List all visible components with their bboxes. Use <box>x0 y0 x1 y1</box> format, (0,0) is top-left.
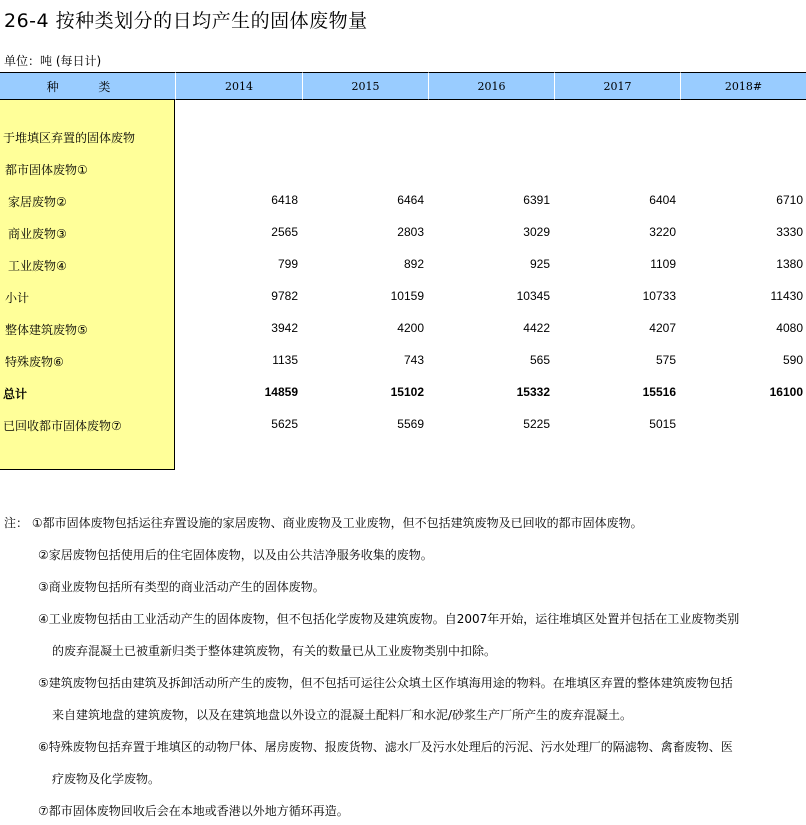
footnote-7: ⑦都市固体废物回收后会在本地或香港以外地方循环再造。 <box>38 804 349 818</box>
row-label: 特殊废物⑥ <box>5 355 64 369</box>
table-cell: 565 <box>529 353 550 367</box>
footnote-4-cont: 的废弃混凝土已被重新归类于整体建筑废物，有关的数量已从工业废物类别中扣除。 <box>52 644 497 658</box>
unit-label: 单位：吨 (每日计) <box>4 54 102 68</box>
footnote-6-cont: 疗废物及化学废物。 <box>52 772 161 786</box>
table-cell: 1135 <box>272 353 298 367</box>
footnote-1: 注： ①都市固体废物包括运往弃置设施的家居废物、商业废物及工业废物，但不包括建筑废物及已回收的都市固体废物。 <box>4 516 643 530</box>
page-title: 26-4 按种类划分的日均产生的固体废物量 <box>4 10 368 32</box>
year-header-2014: 2014 <box>175 72 302 100</box>
table-cell: 743 <box>403 353 424 367</box>
table-cell: 5015 <box>649 417 676 431</box>
table-cell: 15102 <box>390 385 424 399</box>
table-cell: 3029 <box>523 225 550 239</box>
table-cell: 10159 <box>390 289 424 303</box>
table-cell: 14859 <box>264 385 298 399</box>
row-label: 都市固体废物① <box>5 163 88 177</box>
table-cell: 6418 <box>271 193 298 207</box>
table-cell: 590 <box>782 353 803 367</box>
row-label: 家居废物② <box>8 195 67 209</box>
footnote-5: ⑤建筑废物包括由建筑及拆卸活动所产生的废物，但不包括可运往公众填土区作填海用途的物料。在堆填区弃置的整体建筑废物包括 <box>38 676 733 690</box>
data-table <box>0 72 806 470</box>
table-cell: 4422 <box>523 321 550 335</box>
table-cell: 5225 <box>523 417 550 431</box>
table-cell: 3942 <box>271 321 298 335</box>
table-cell: 9782 <box>271 289 298 303</box>
table-cell: 6710 <box>776 193 803 207</box>
row-label: 于堆填区弃置的固体废物 <box>3 131 136 145</box>
table-cell: 6404 <box>649 193 676 207</box>
row-label: 工业废物④ <box>8 259 67 273</box>
table-cell: 5625 <box>271 417 298 431</box>
table-cell: 4200 <box>397 321 424 335</box>
table-cell: 11430 <box>770 289 803 303</box>
table-cell: 16100 <box>769 385 803 399</box>
table-cell: 1109 <box>650 257 676 271</box>
table-cell: 10733 <box>642 289 676 303</box>
table-cell: 575 <box>655 353 676 367</box>
footnote-6: ⑥特殊废物包括弃置于堆填区的动物尸体、屠房废物、报废货物、滤水厂及污水处理后的污泥、污水处理厂的隔滤物、禽畜废物、医 <box>38 740 733 754</box>
table-cell: 4080 <box>776 321 803 335</box>
table-cell: 2565 <box>271 225 298 239</box>
year-header-2016: 2016 <box>428 72 554 100</box>
row-label: 小计 <box>5 291 30 305</box>
row-label: 总计 <box>3 387 28 401</box>
category-header: 种 类 <box>0 72 175 100</box>
year-header-2015: 2015 <box>302 72 428 100</box>
table-cell: 1380 <box>776 257 803 271</box>
table-cell: 925 <box>529 257 550 271</box>
row-label: 整体建筑废物⑤ <box>5 323 88 337</box>
table-cell: 6391 <box>523 193 550 207</box>
footnote-4: ④工业废物包括由工业活动产生的固体废物，但不包括化学废物及建筑废物。自2007年开始，运往堆填区处置并包括在工业废物类别 <box>38 612 740 626</box>
row-label: 已回收都市固体废物⑦ <box>3 419 122 433</box>
table-cell: 3220 <box>649 225 676 239</box>
category-column <box>0 100 175 470</box>
table-cell: 10345 <box>516 289 550 303</box>
table-cell: 799 <box>277 257 298 271</box>
table-cell: 4207 <box>649 321 676 335</box>
year-header-2018: 2018# <box>680 72 806 100</box>
year-header-2017: 2017 <box>554 72 680 100</box>
table-cell: 15516 <box>642 385 676 399</box>
footnote-5-cont: 来自建筑地盘的建筑废物，以及在建筑地盘以外设立的混凝土配料厂和水泥/砂浆生产厂所产生的废弃混凝土。 <box>52 708 633 722</box>
table-cell: 15332 <box>516 385 550 399</box>
table-cell: 2803 <box>397 225 424 239</box>
footnote-3: ③商业废物包括所有类型的商业活动产生的固体废物。 <box>38 580 325 594</box>
table-cell: 5569 <box>397 417 424 431</box>
table-cell: 892 <box>403 257 424 271</box>
row-label: 商业废物③ <box>8 227 67 241</box>
table-cell: 6464 <box>397 193 424 207</box>
footnote-2: ②家居废物包括使用后的住宅固体废物，以及由公共洁净服务收集的废物。 <box>38 548 433 562</box>
table-cell: 3330 <box>776 225 803 239</box>
